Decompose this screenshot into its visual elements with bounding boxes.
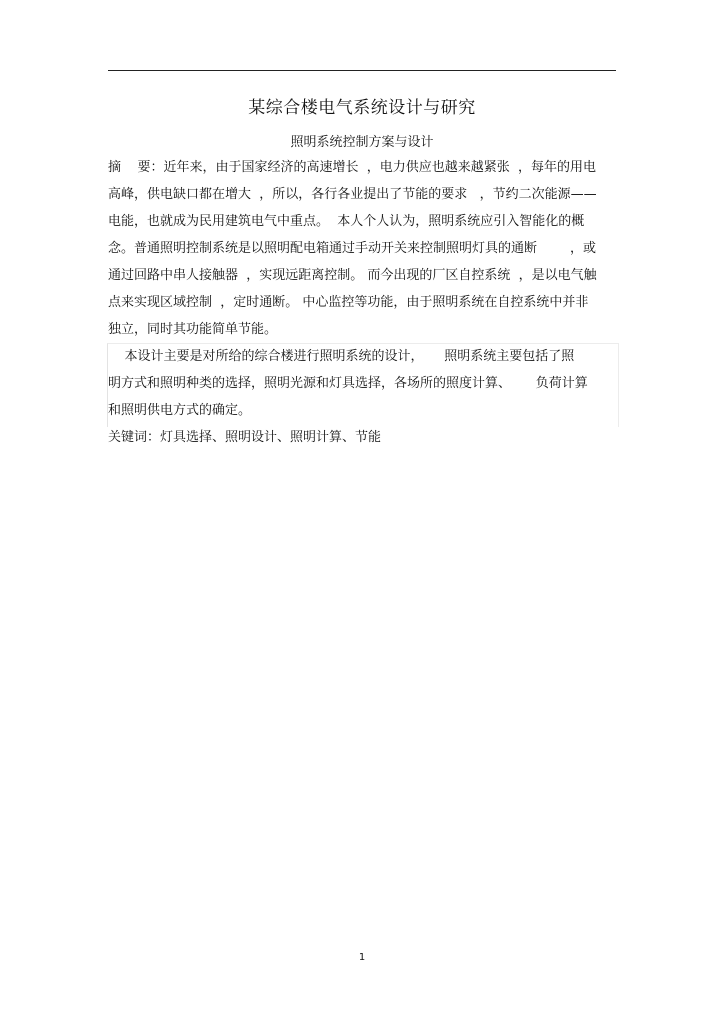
design-line: 和照明供电方式的确定。	[108, 403, 252, 418]
abstract-line: 通过回路中串人接触器 ，实现远距离控制。 而今出现的厂区自控系统 ，是以电气触	[108, 268, 597, 283]
abstract-line: 点来实现区域控制 ，定时通断。 中心监控等功能，由于照明系统在自控系统中并非	[108, 295, 589, 310]
abstract-line: 独立，同时其功能简单节能。	[108, 322, 278, 337]
document-title: 某综合楼电气系统设计与研究	[248, 98, 476, 118]
abstract-line: 高峰，供电缺口都在增大 ，所以，各行各业提出了节能的要求 ，节约二次能源——	[108, 187, 597, 202]
keywords-line: 关键词：灯具选择、照明设计、照明计算、节能	[108, 430, 382, 445]
document-subtitle: 照明系统控制方案与设计	[290, 135, 434, 150]
abstract-line: 电能，也就成为民用建筑电气中重点。 本人个人认为，照明系统应引入智能化的概	[108, 214, 585, 229]
page-number: 1	[358, 952, 366, 963]
abstract-line: 摘 要：近年来，由于国家经济的高速增长 ，电力供应也越来越紧张 ，每年的用电	[108, 160, 597, 175]
design-line: 明方式和照明种类的选择，照明光源和灯具选择，各场所的照度计算、 负荷计算	[108, 376, 588, 391]
header-rule	[108, 70, 616, 71]
design-line: 本设计主要是对所给的综合楼进行照明系统的设计， 照明系统主要包括了照	[108, 349, 575, 364]
abstract-line: 念。普通照明控制系统是以照明配电箱通过手动开关来控制照明灯具的通断 ，或	[108, 241, 597, 256]
